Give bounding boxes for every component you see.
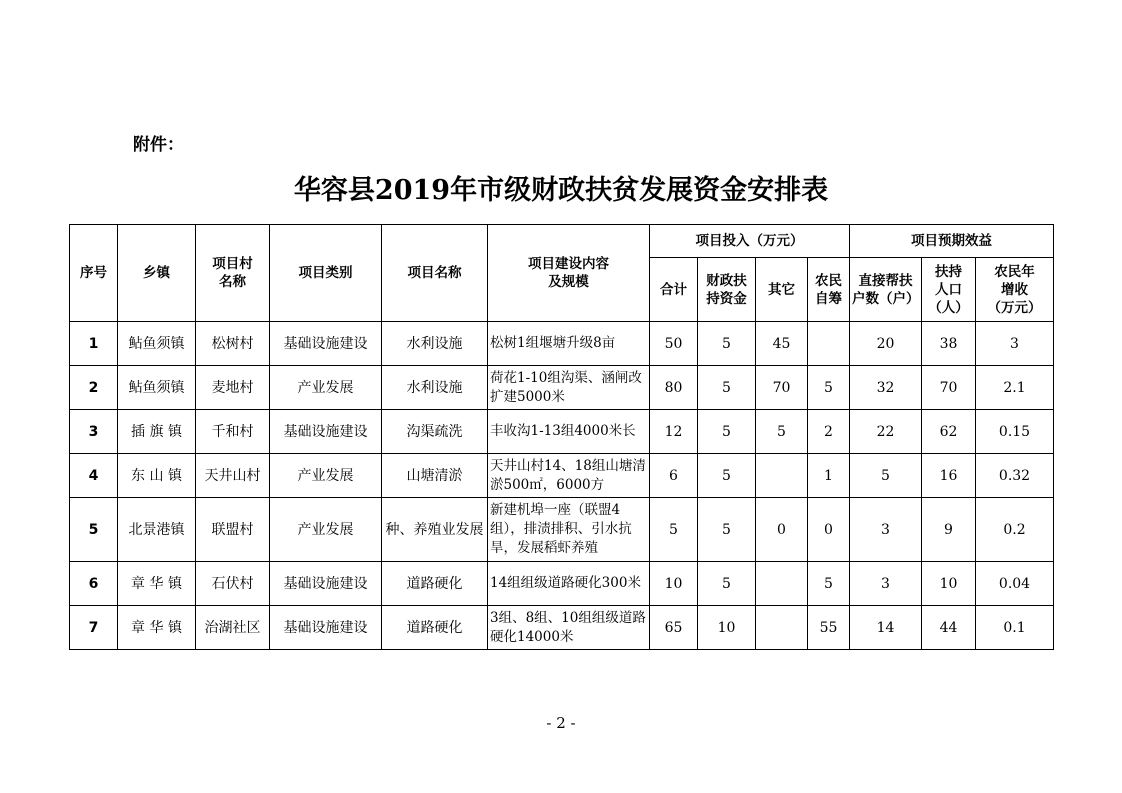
header-farmer-line1: 农民 [815,272,842,289]
cell-village: 天井山村 [196,454,270,498]
cell-town: 鲇鱼须镇 [118,322,196,366]
header-households-line1: 直接帮扶 [858,272,913,289]
page-number: - 2 - [546,714,576,732]
cell-population: 70 [922,366,976,410]
cell-project-name: 水利设施 [382,322,488,366]
cell-income: 3 [976,322,1054,366]
cell-income: 2.1 [976,366,1054,410]
header-population-line3: （人） [928,299,969,316]
table-row [70,498,1054,562]
header-fiscal [698,258,756,322]
table-row [70,562,1054,606]
cell-seq: 6 [70,562,118,606]
cell-farmer: 2 [808,410,850,454]
cell-seq: 7 [70,606,118,650]
cell-other: 0 [756,498,808,562]
header-investment-group: 项目投入（万元） [650,225,850,258]
cell-total: 50 [650,322,698,366]
cell-fiscal: 5 [698,322,756,366]
header-village-line2: 名称 [219,274,246,290]
cell-total: 80 [650,366,698,410]
cell-category: 产业发展 [270,498,382,562]
cell-income: 0.15 [976,410,1054,454]
cell-fiscal: 5 [698,498,756,562]
cell-households: 3 [850,562,922,606]
cell-fiscal: 5 [698,562,756,606]
cell-seq: 4 [70,454,118,498]
cell-farmer: 5 [808,562,850,606]
cell-content: 松树1组堰塘升级8亩 [488,322,650,366]
cell-village: 联盟村 [196,498,270,562]
cell-village: 治湖社区 [196,606,270,650]
funding-table [69,224,1054,650]
cell-farmer: 0 [808,498,850,562]
cell-village: 麦地村 [196,366,270,410]
cell-other [756,454,808,498]
cell-seq: 3 [70,410,118,454]
header-seq: 序号 [70,225,118,322]
cell-population: 44 [922,606,976,650]
attachment-label: 附件： [133,135,184,155]
cell-farmer: 5 [808,366,850,410]
header-farmer-line2: 自筹 [815,290,842,307]
cell-other: 5 [756,410,808,454]
header-content [488,225,650,322]
cell-category: 基础设施建设 [270,606,382,650]
cell-other [756,606,808,650]
cell-total: 65 [650,606,698,650]
header-farmer [808,258,850,322]
cell-total: 12 [650,410,698,454]
cell-population: 62 [922,410,976,454]
cell-content: 14组组级道路硬化300米 [488,562,650,606]
cell-other: 70 [756,366,808,410]
cell-seq: 1 [70,322,118,366]
cell-households: 14 [850,606,922,650]
header-fiscal-line1: 财政扶 [706,272,747,289]
cell-total: 6 [650,454,698,498]
cell-income: 0.32 [976,454,1054,498]
cell-population: 16 [922,454,976,498]
header-income-line2: 增收 [1001,281,1029,298]
cell-fiscal: 5 [698,454,756,498]
header-content-line2: 及规模 [548,274,589,290]
cell-households: 20 [850,322,922,366]
table-row [70,366,1054,410]
cell-income: 0.2 [976,498,1054,562]
cell-total: 10 [650,562,698,606]
cell-town: 章 华 镇 [118,562,196,606]
cell-farmer: 1 [808,454,850,498]
header-income-line1: 农民年 [994,263,1035,280]
header-total: 合计 [650,258,698,322]
cell-content: 丰收沟1-13组4000米长 [488,410,650,454]
header-category: 项目类别 [270,225,382,322]
cell-households: 5 [850,454,922,498]
cell-category: 基础设施建设 [270,562,382,606]
cell-project-name: 种、养殖业发展 [382,498,488,562]
header-village [196,225,270,322]
cell-town: 章 华 镇 [118,606,196,650]
header-households [850,258,922,322]
cell-category: 基础设施建设 [270,322,382,366]
header-population [922,258,976,322]
page-title: 华容县2019年市级财政扶贫发展资金安排表 [293,175,829,206]
cell-population: 9 [922,498,976,562]
cell-households: 3 [850,498,922,562]
cell-village: 千和村 [196,410,270,454]
cell-town: 北景港镇 [118,498,196,562]
table-row [70,410,1054,454]
cell-category: 产业发展 [270,454,382,498]
cell-seq: 5 [70,498,118,562]
cell-project-name: 沟渠疏洗 [382,410,488,454]
header-households-line2: 户数（户） [852,290,920,307]
cell-population: 10 [922,562,976,606]
header-other: 其它 [756,258,808,322]
cell-content: 荷花1-10组沟渠、涵闸改扩建5000米 [488,366,650,410]
cell-other: 45 [756,322,808,366]
cell-project-name: 山塘清淤 [382,454,488,498]
cell-households: 22 [850,410,922,454]
header-benefit-group: 项目预期效益 [850,225,1054,258]
cell-project-name: 道路硬化 [382,562,488,606]
header-town: 乡镇 [118,225,196,322]
cell-village: 松树村 [196,322,270,366]
table-row [70,606,1054,650]
header-population-line2: 人口 [935,281,962,298]
cell-content: 3组、8组、10组组级道路硬化14000米 [488,606,650,650]
cell-fiscal: 5 [698,366,756,410]
cell-income: 0.04 [976,562,1054,606]
cell-total: 5 [650,498,698,562]
cell-town: 东 山 镇 [118,454,196,498]
cell-content: 天井山村14、18组山塘清淤500㎡，6000方 [488,454,650,498]
cell-population: 38 [922,322,976,366]
cell-town: 鲇鱼须镇 [118,366,196,410]
header-income-line3: （万元） [987,299,1042,316]
cell-seq: 2 [70,366,118,410]
cell-income: 0.1 [976,606,1054,650]
cell-households: 32 [850,366,922,410]
cell-project-name: 道路硬化 [382,606,488,650]
cell-fiscal: 5 [698,410,756,454]
cell-farmer [808,322,850,366]
cell-village: 石伏村 [196,562,270,606]
header-fiscal-line2: 持资金 [706,290,747,307]
cell-fiscal: 10 [698,606,756,650]
header-population-line1: 扶持 [935,263,962,280]
table-row [70,322,1054,366]
header-income [976,258,1054,322]
cell-category: 基础设施建设 [270,410,382,454]
header-village-line1: 项目村 [212,256,253,272]
cell-content: 新建机埠一座（联盟4组），排渍排积、引水抗旱，发展稻虾养殖 [488,498,650,562]
table-row [70,454,1054,498]
header-project-name: 项目名称 [382,225,488,322]
header-content-line1: 项目建设内容 [528,256,609,272]
cell-town: 插 旗 镇 [118,410,196,454]
cell-project-name: 水利设施 [382,366,488,410]
cell-category: 产业发展 [270,366,382,410]
cell-other [756,562,808,606]
cell-farmer: 55 [808,606,850,650]
